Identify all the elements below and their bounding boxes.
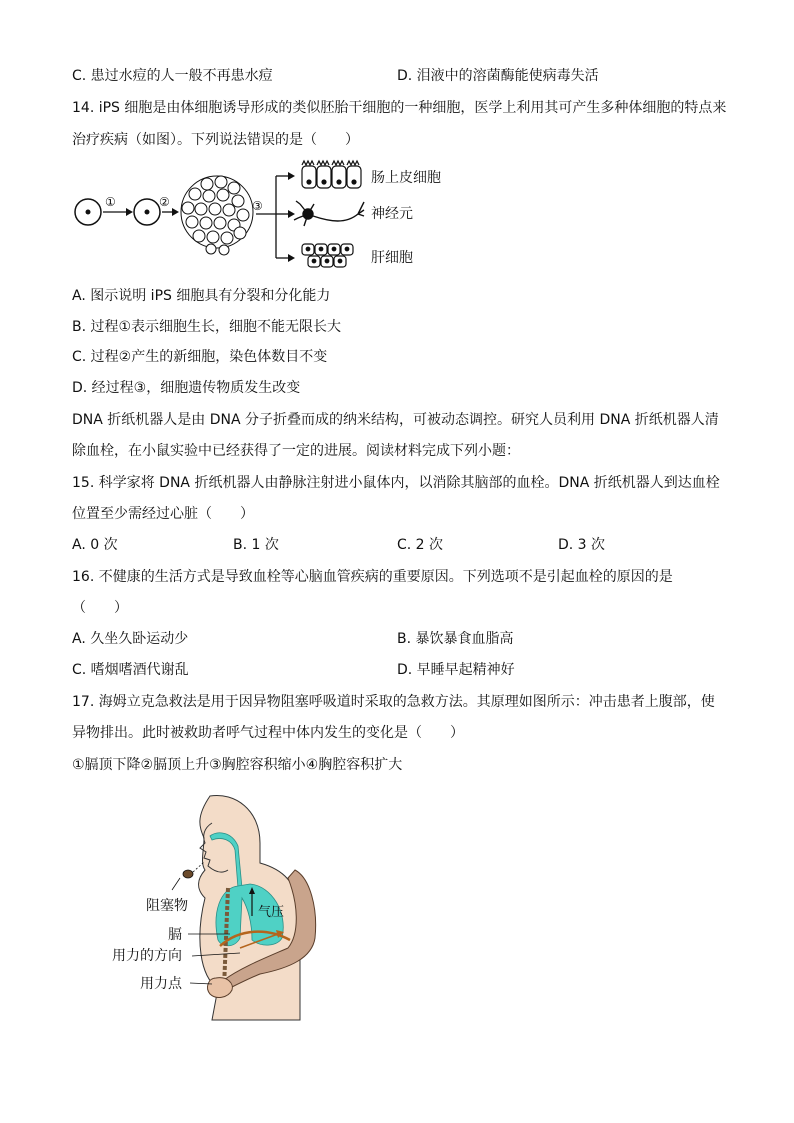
label-force-point: 用力点 xyxy=(140,976,182,992)
label-intestinal-cells: 肠上皮细胞 xyxy=(371,170,441,186)
step-3-label: ③ xyxy=(252,199,263,213)
q17-stem-line1: 17. 海姆立克急救法是用于因异物阻塞呼吸道时采取的急救方法。其原理如图所示：冲击患者上腹部，使 xyxy=(72,694,715,710)
q14-ips-figure xyxy=(66,158,466,276)
neuron xyxy=(294,201,364,226)
label-diaphragm: 膈 xyxy=(168,927,182,943)
q13-option-d: D. 泪液中的溶菌酶能使病毒失活 xyxy=(397,68,599,84)
q14-option-b: B. 过程①表示细胞生长，细胞不能无限长大 xyxy=(72,319,342,335)
single-cell-2 xyxy=(134,199,160,225)
label-air-pressure: 气压 xyxy=(258,905,285,920)
q15-option-b: B. 1 次 xyxy=(233,537,279,553)
q15-option-d: D. 3 次 xyxy=(558,537,606,553)
single-cell-1 xyxy=(75,199,101,225)
label-force-direction: 用力的方向 xyxy=(112,948,182,964)
q15-option-c: C. 2 次 xyxy=(397,537,444,553)
liver-cells xyxy=(302,244,353,267)
arrow-step-3 xyxy=(252,172,295,262)
passage-line1: DNA 折纸机器人是由 DNA 分子折叠而成的纳米结构，可被动态调控。研究人员利用 DNA 折纸机器人清 xyxy=(72,412,719,428)
q17-heimlich-figure xyxy=(100,788,340,1023)
q16-option-c: C. 嗜烟嗜酒代谢乱 xyxy=(72,662,189,678)
q14-stem-line1: 14. iPS 细胞是由体细胞诱导形成的类似胚胎干细胞的一种细胞，医学上利用其可产生多种体细胞的特点来 xyxy=(72,100,727,116)
q17-stem-line2: 异物排出。此时被救助者呼气过程中体内发生的变化是（ ） xyxy=(72,725,464,741)
cell-cluster xyxy=(181,176,253,255)
q17-stem-line3: ①膈顶下降②膈顶上升③胸腔容积缩小④胸腔容积扩大 xyxy=(72,757,403,773)
q16-option-b: B. 暴饮暴食血脂高 xyxy=(397,631,514,647)
arrow-step-1 xyxy=(103,195,133,216)
intestinal-cells xyxy=(302,161,361,188)
passage-line2: 除血栓，在小鼠实验中已经获得了一定的进展。阅读材料完成下列小题： xyxy=(72,443,520,459)
label-obstruction: 阻塞物 xyxy=(146,898,188,914)
q15-stem-line2: 位置至少需经过心脏（ ） xyxy=(72,506,254,522)
label-neuron: 神经元 xyxy=(371,206,413,222)
label-liver-cells: 肝细胞 xyxy=(371,250,413,266)
q14-option-c: C. 过程②产生的新细胞，染色体数目不变 xyxy=(72,349,328,365)
q14-stem-line2: 治疗疾病（如图）。下列说法错误的是（ ） xyxy=(72,132,359,148)
arrow-step-2 xyxy=(159,195,179,216)
q16-option-a: A. 久坐久卧运动少 xyxy=(72,631,189,647)
q14-option-a: A. 图示说明 iPS 细胞具有分裂和分化能力 xyxy=(72,288,331,304)
q16-stem-line2: （ ） xyxy=(72,600,128,616)
step-2-label: ② xyxy=(159,195,170,209)
fist xyxy=(208,978,233,998)
q16-stem-line1: 16. 不健康的生活方式是导致血栓等心脑血管疾病的重要原因。下列选项不是引起血栓的原因的是 xyxy=(72,569,673,585)
step-1-label: ① xyxy=(105,195,116,209)
q15-option-a: A. 0 次 xyxy=(72,537,118,553)
q13-option-c: C. 患过水痘的人一般不再患水痘 xyxy=(72,68,273,84)
q14-option-d: D. 经过程③，细胞遗传物质发生改变 xyxy=(72,380,301,396)
q16-option-d: D. 早睡早起精神好 xyxy=(397,662,515,678)
q15-stem-line1: 15. 科学家将 DNA 折纸机器人由静脉注射进小鼠体内，以消除其脑部的血栓。DNA 折纸机器人到达血栓 xyxy=(72,475,720,491)
